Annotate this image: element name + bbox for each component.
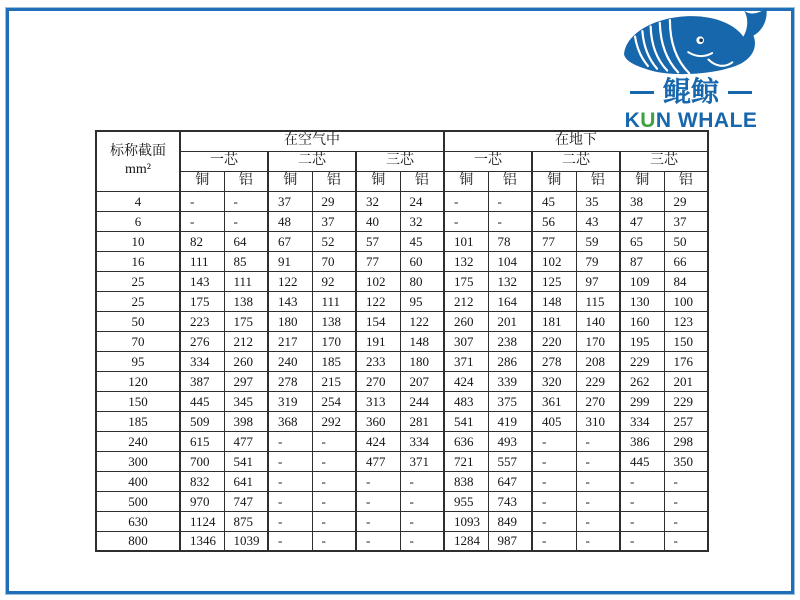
value-cell: 371 xyxy=(444,351,488,371)
value-cell: - xyxy=(620,491,664,511)
table-row xyxy=(96,431,708,451)
corner-line2: mm² xyxy=(125,162,151,178)
value-cell: 419 xyxy=(488,411,532,431)
value-cell: - xyxy=(356,491,400,511)
value-cell: 29 xyxy=(312,191,356,211)
value-cell: 43 xyxy=(576,211,620,231)
corner-line1: 标称截面 xyxy=(110,144,166,160)
table-row xyxy=(96,531,708,551)
value-cell: - xyxy=(532,491,576,511)
value-cell: 154 xyxy=(356,311,400,331)
value-cell: 212 xyxy=(444,291,488,311)
value-cell: - xyxy=(400,471,444,491)
size-cell: 16 xyxy=(96,251,180,271)
value-cell: 334 xyxy=(620,411,664,431)
value-cell: 647 xyxy=(488,471,532,491)
size-cell: 630 xyxy=(96,511,180,531)
value-cell: 195 xyxy=(620,331,664,351)
value-cell: 445 xyxy=(180,391,224,411)
value-cell: 270 xyxy=(356,371,400,391)
value-cell: - xyxy=(576,451,620,471)
value-cell: 176 xyxy=(664,351,708,371)
value-cell: 57 xyxy=(356,231,400,251)
value-cell: 262 xyxy=(620,371,664,391)
value-cell: 180 xyxy=(400,351,444,371)
value-cell: 387 xyxy=(180,371,224,391)
value-cell: 743 xyxy=(488,491,532,511)
size-cell: 500 xyxy=(96,491,180,511)
value-cell: 368 xyxy=(268,411,312,431)
value-cell: 185 xyxy=(312,351,356,371)
value-cell: 101 xyxy=(444,231,488,251)
value-cell: 445 xyxy=(620,451,664,471)
value-cell: - xyxy=(356,511,400,531)
material-header-al: 铝 xyxy=(400,171,444,191)
value-cell: 493 xyxy=(488,431,532,451)
value-cell: 175 xyxy=(180,291,224,311)
value-cell: 148 xyxy=(400,331,444,351)
value-cell: - xyxy=(532,451,576,471)
value-cell: - xyxy=(268,531,312,551)
value-cell: 220 xyxy=(532,331,576,351)
value-cell: 125 xyxy=(532,271,576,291)
value-cell: 123 xyxy=(664,311,708,331)
value-cell: 59 xyxy=(576,231,620,251)
value-cell: 240 xyxy=(268,351,312,371)
value-cell: 78 xyxy=(488,231,532,251)
table-row xyxy=(96,471,708,491)
logo-cn-text: 鲲鲸 xyxy=(662,76,719,107)
subgroup-air-2core: 二芯 xyxy=(268,151,356,171)
size-cell: 95 xyxy=(96,351,180,371)
value-cell: 82 xyxy=(180,231,224,251)
value-cell: 40 xyxy=(356,211,400,231)
value-cell: 104 xyxy=(488,251,532,271)
table-row xyxy=(96,191,708,211)
value-cell: 60 xyxy=(400,251,444,271)
value-cell: 109 xyxy=(620,271,664,291)
value-cell: - xyxy=(224,211,268,231)
value-cell: 24 xyxy=(400,191,444,211)
value-cell: 65 xyxy=(620,231,664,251)
group-header-air: 在空气中 xyxy=(180,131,444,151)
material-header-al: 铝 xyxy=(576,171,620,191)
value-cell: 345 xyxy=(224,391,268,411)
value-cell: 875 xyxy=(224,511,268,531)
value-cell: - xyxy=(312,531,356,551)
value-cell: 87 xyxy=(620,251,664,271)
value-cell: 700 xyxy=(180,451,224,471)
table-body xyxy=(96,191,708,551)
value-cell: 541 xyxy=(444,411,488,431)
corner-header xyxy=(96,131,180,191)
value-cell: - xyxy=(576,511,620,531)
value-cell: 37 xyxy=(664,211,708,231)
value-cell: 405 xyxy=(532,411,576,431)
value-cell: - xyxy=(576,471,620,491)
value-cell: 140 xyxy=(576,311,620,331)
value-cell: 477 xyxy=(356,451,400,471)
value-cell: 260 xyxy=(224,351,268,371)
value-cell: 115 xyxy=(576,291,620,311)
table-row xyxy=(96,411,708,431)
value-cell: 29 xyxy=(664,191,708,211)
value-cell: - xyxy=(400,511,444,531)
brand-logo xyxy=(602,6,780,131)
value-cell: 276 xyxy=(180,331,224,351)
value-cell: 138 xyxy=(224,291,268,311)
material-header-cu: 铜 xyxy=(268,171,312,191)
value-cell: 298 xyxy=(664,431,708,451)
value-cell: 122 xyxy=(268,271,312,291)
material-header-cu: 铜 xyxy=(444,171,488,191)
value-cell: 229 xyxy=(576,371,620,391)
material-header-cu: 铜 xyxy=(532,171,576,191)
value-cell: 483 xyxy=(444,391,488,411)
value-cell: 175 xyxy=(224,311,268,331)
value-cell: 509 xyxy=(180,411,224,431)
value-cell: - xyxy=(180,191,224,211)
value-cell: 52 xyxy=(312,231,356,251)
group-header-row xyxy=(96,131,708,151)
value-cell: 955 xyxy=(444,491,488,511)
value-cell: 270 xyxy=(576,391,620,411)
value-cell: 238 xyxy=(488,331,532,351)
material-header-al: 铝 xyxy=(224,171,268,191)
size-cell: 185 xyxy=(96,411,180,431)
material-header-al: 铝 xyxy=(664,171,708,191)
value-cell: 386 xyxy=(620,431,664,451)
subgroup-ground-2core: 二芯 xyxy=(532,151,620,171)
value-cell: 70 xyxy=(312,251,356,271)
value-cell: - xyxy=(312,451,356,471)
value-cell: 97 xyxy=(576,271,620,291)
value-cell: - xyxy=(488,191,532,211)
value-cell: 181 xyxy=(532,311,576,331)
size-cell: 150 xyxy=(96,391,180,411)
value-cell: - xyxy=(400,491,444,511)
value-cell: 111 xyxy=(180,251,224,271)
value-cell: 122 xyxy=(400,311,444,331)
value-cell: 92 xyxy=(312,271,356,291)
logo-english-name xyxy=(602,110,780,131)
logo-chinese-name xyxy=(602,78,780,106)
value-cell: 360 xyxy=(356,411,400,431)
value-cell: 84 xyxy=(664,271,708,291)
value-cell: 233 xyxy=(356,351,400,371)
value-cell: - xyxy=(620,531,664,551)
table-row xyxy=(96,491,708,511)
value-cell: 47 xyxy=(620,211,664,231)
value-cell: 212 xyxy=(224,331,268,351)
table-row xyxy=(96,231,708,251)
value-cell: 278 xyxy=(532,351,576,371)
value-cell: - xyxy=(356,531,400,551)
value-cell: 48 xyxy=(268,211,312,231)
table-row xyxy=(96,331,708,351)
value-cell: - xyxy=(268,451,312,471)
value-cell: 130 xyxy=(620,291,664,311)
value-cell: 35 xyxy=(576,191,620,211)
table-row xyxy=(96,291,708,311)
value-cell: 85 xyxy=(224,251,268,271)
value-cell: - xyxy=(312,471,356,491)
value-cell: - xyxy=(268,511,312,531)
value-cell: - xyxy=(664,531,708,551)
value-cell: 79 xyxy=(576,251,620,271)
value-cell: 208 xyxy=(576,351,620,371)
size-cell: 120 xyxy=(96,371,180,391)
value-cell: 297 xyxy=(224,371,268,391)
value-cell: 132 xyxy=(488,271,532,291)
value-cell: 838 xyxy=(444,471,488,491)
value-cell: 175 xyxy=(444,271,488,291)
logo-en-rest: N WHALE xyxy=(655,109,758,132)
size-cell: 6 xyxy=(96,211,180,231)
value-cell: 164 xyxy=(488,291,532,311)
value-cell: 375 xyxy=(488,391,532,411)
size-cell: 800 xyxy=(96,531,180,551)
value-cell: 77 xyxy=(532,231,576,251)
value-cell: - xyxy=(576,531,620,551)
value-cell: 832 xyxy=(180,471,224,491)
table-row xyxy=(96,251,708,271)
value-cell: 320 xyxy=(532,371,576,391)
table-row xyxy=(96,271,708,291)
material-header-cu: 铜 xyxy=(620,171,664,191)
logo-en-k: K xyxy=(624,109,641,132)
subgroup-air-1core: 一芯 xyxy=(180,151,268,171)
value-cell: 398 xyxy=(224,411,268,431)
value-cell: 244 xyxy=(400,391,444,411)
group-header-underground: 在地下 xyxy=(444,131,708,151)
table-row xyxy=(96,371,708,391)
value-cell: 1124 xyxy=(180,511,224,531)
subgroup-ground-3core: 三芯 xyxy=(620,151,708,171)
table-row xyxy=(96,451,708,471)
size-cell: 400 xyxy=(96,471,180,491)
value-cell: - xyxy=(180,211,224,231)
size-cell: 25 xyxy=(96,271,180,291)
value-cell: - xyxy=(576,491,620,511)
size-cell: 10 xyxy=(96,231,180,251)
value-cell: 77 xyxy=(356,251,400,271)
value-cell: 102 xyxy=(532,251,576,271)
value-cell: 37 xyxy=(268,191,312,211)
value-cell: - xyxy=(312,431,356,451)
size-cell: 50 xyxy=(96,311,180,331)
value-cell: 138 xyxy=(312,311,356,331)
value-cell: 1093 xyxy=(444,511,488,531)
value-cell: 143 xyxy=(268,291,312,311)
value-cell: 371 xyxy=(400,451,444,471)
value-cell: - xyxy=(576,431,620,451)
logo-en-u: U xyxy=(640,109,656,132)
value-cell: 424 xyxy=(444,371,488,391)
value-cell: 32 xyxy=(400,211,444,231)
value-cell: 160 xyxy=(620,311,664,331)
subgroup-ground-1core: 一芯 xyxy=(444,151,532,171)
value-cell: - xyxy=(444,211,488,231)
value-cell: 636 xyxy=(444,431,488,451)
whale-icon xyxy=(613,6,769,80)
value-cell: 541 xyxy=(224,451,268,471)
value-cell: - xyxy=(532,431,576,451)
value-cell: 38 xyxy=(620,191,664,211)
value-cell: 313 xyxy=(356,391,400,411)
value-cell: 299 xyxy=(620,391,664,411)
value-cell: 641 xyxy=(224,471,268,491)
value-cell: 286 xyxy=(488,351,532,371)
ampacity-table xyxy=(95,130,709,552)
value-cell: - xyxy=(488,211,532,231)
value-cell: 477 xyxy=(224,431,268,451)
table-row xyxy=(96,391,708,411)
value-cell: 111 xyxy=(312,291,356,311)
value-cell: 102 xyxy=(356,271,400,291)
value-cell: 849 xyxy=(488,511,532,531)
value-cell: 557 xyxy=(488,451,532,471)
value-cell: 987 xyxy=(488,531,532,551)
value-cell: 132 xyxy=(444,251,488,271)
value-cell: 310 xyxy=(576,411,620,431)
value-cell: - xyxy=(620,511,664,531)
subgroup-header-row xyxy=(96,151,708,171)
value-cell: 180 xyxy=(268,311,312,331)
value-cell: - xyxy=(400,531,444,551)
value-cell: 970 xyxy=(180,491,224,511)
value-cell: 95 xyxy=(400,291,444,311)
value-cell: - xyxy=(312,491,356,511)
value-cell: 191 xyxy=(356,331,400,351)
size-cell: 25 xyxy=(96,291,180,311)
value-cell: 229 xyxy=(664,391,708,411)
value-cell: 207 xyxy=(400,371,444,391)
material-header-cu: 铜 xyxy=(180,171,224,191)
value-cell: - xyxy=(664,511,708,531)
value-cell: 339 xyxy=(488,371,532,391)
value-cell: 319 xyxy=(268,391,312,411)
value-cell: 111 xyxy=(224,271,268,291)
value-cell: 307 xyxy=(444,331,488,351)
value-cell: - xyxy=(224,191,268,211)
value-cell: 170 xyxy=(576,331,620,351)
value-cell: 215 xyxy=(312,371,356,391)
logo-dash-left xyxy=(630,91,654,94)
value-cell: 201 xyxy=(664,371,708,391)
value-cell: - xyxy=(268,431,312,451)
value-cell: 64 xyxy=(224,231,268,251)
value-cell: 100 xyxy=(664,291,708,311)
value-cell: 223 xyxy=(180,311,224,331)
value-cell: - xyxy=(664,491,708,511)
size-cell: 300 xyxy=(96,451,180,471)
value-cell: 67 xyxy=(268,231,312,251)
value-cell: 1346 xyxy=(180,531,224,551)
value-cell: 292 xyxy=(312,411,356,431)
value-cell: - xyxy=(356,471,400,491)
value-cell: 257 xyxy=(664,411,708,431)
value-cell: 32 xyxy=(356,191,400,211)
size-cell: 4 xyxy=(96,191,180,211)
table-row xyxy=(96,351,708,371)
value-cell: 260 xyxy=(444,311,488,331)
value-cell: 45 xyxy=(400,231,444,251)
value-cell: 56 xyxy=(532,211,576,231)
value-cell: 229 xyxy=(620,351,664,371)
material-header-row xyxy=(96,171,708,191)
value-cell: 217 xyxy=(268,331,312,351)
value-cell: - xyxy=(532,511,576,531)
size-cell: 240 xyxy=(96,431,180,451)
value-cell: 278 xyxy=(268,371,312,391)
value-cell: 37 xyxy=(312,211,356,231)
value-cell: - xyxy=(268,491,312,511)
material-header-cu: 铜 xyxy=(356,171,400,191)
value-cell: 201 xyxy=(488,311,532,331)
value-cell: 721 xyxy=(444,451,488,471)
value-cell: 150 xyxy=(664,331,708,351)
value-cell: 1039 xyxy=(224,531,268,551)
table-row xyxy=(96,211,708,231)
value-cell: - xyxy=(664,471,708,491)
table-row xyxy=(96,311,708,331)
material-header-al: 铝 xyxy=(488,171,532,191)
subgroup-air-3core: 三芯 xyxy=(356,151,444,171)
value-cell: 1284 xyxy=(444,531,488,551)
value-cell: 122 xyxy=(356,291,400,311)
value-cell: - xyxy=(532,471,576,491)
value-cell: 361 xyxy=(532,391,576,411)
value-cell: 350 xyxy=(664,451,708,471)
material-header-al: 铝 xyxy=(312,171,356,191)
table-row xyxy=(96,511,708,531)
value-cell: - xyxy=(620,471,664,491)
value-cell: 50 xyxy=(664,231,708,251)
value-cell: 747 xyxy=(224,491,268,511)
value-cell: 254 xyxy=(312,391,356,411)
value-cell: 80 xyxy=(400,271,444,291)
value-cell: - xyxy=(268,471,312,491)
value-cell: 170 xyxy=(312,331,356,351)
value-cell: 334 xyxy=(180,351,224,371)
value-cell: 281 xyxy=(400,411,444,431)
value-cell: 91 xyxy=(268,251,312,271)
value-cell: - xyxy=(444,191,488,211)
size-cell: 70 xyxy=(96,331,180,351)
value-cell: - xyxy=(532,531,576,551)
logo-dash-right xyxy=(728,91,752,94)
value-cell: 143 xyxy=(180,271,224,291)
value-cell: 45 xyxy=(532,191,576,211)
value-cell: 66 xyxy=(664,251,708,271)
value-cell: 334 xyxy=(400,431,444,451)
value-cell: 424 xyxy=(356,431,400,451)
value-cell: 615 xyxy=(180,431,224,451)
value-cell: 148 xyxy=(532,291,576,311)
value-cell: - xyxy=(312,511,356,531)
